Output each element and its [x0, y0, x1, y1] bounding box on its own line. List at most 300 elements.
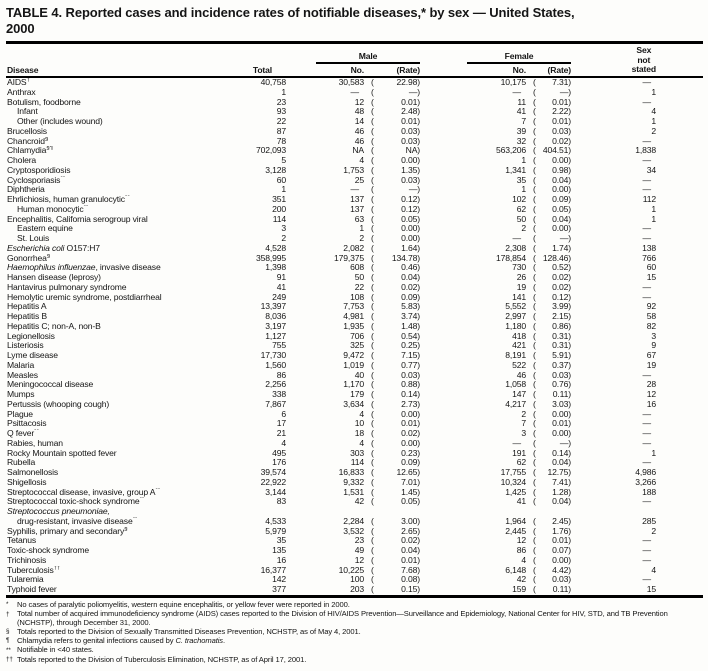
- male-no-cell: 9,472: [343, 350, 364, 360]
- male-no-cell: 48: [354, 106, 364, 117]
- female-no-cell: 19: [516, 281, 526, 292]
- disease-cell: Mumps: [7, 390, 35, 399]
- male-no-cell: 42: [354, 496, 364, 507]
- filler-cell: [656, 390, 703, 400]
- male-rate-cell: ( 0.05): [371, 213, 420, 224]
- female-no-cell: 32: [516, 135, 526, 146]
- sex-not-stated-cell: 2: [651, 125, 656, 136]
- disease-cell: Hepatitis C; non-A, non-B: [7, 321, 101, 331]
- male-rate-cell: ( 0.00): [371, 155, 420, 165]
- filler-cell: [656, 312, 703, 322]
- filler-cell: [656, 98, 703, 108]
- total-cell: 16: [276, 554, 286, 565]
- table-row: [6, 429, 703, 439]
- total-cell: 16,377: [260, 564, 286, 575]
- female-no-cell: 102: [512, 194, 526, 204]
- female-no-cell: 1,425: [505, 486, 526, 497]
- filler-cell: [656, 273, 703, 283]
- filler-cell: [656, 507, 703, 517]
- male-no-cell: 22: [354, 281, 364, 292]
- female-no-cell: 3: [521, 428, 526, 438]
- male-rate-cell: ( 0.12): [371, 194, 420, 204]
- male-no-cell: 63: [354, 213, 364, 224]
- sex-not-stated-cell: 19: [646, 359, 656, 370]
- sex-not-stated-cell: —: [642, 496, 651, 507]
- filler-cell: [656, 468, 703, 478]
- table-row: [6, 400, 703, 410]
- male-no-cell: 1: [359, 223, 364, 234]
- disease-cell: Rocky Mountain spotted fever: [7, 448, 117, 458]
- header-row-groups: [6, 43, 703, 65]
- disease-cell: Anthrax: [7, 87, 36, 97]
- sex-not-stated-cell: —: [642, 418, 651, 429]
- filler-cell: [656, 166, 703, 176]
- female-no-cell: —: [512, 233, 521, 243]
- filler-cell: [656, 341, 703, 351]
- sex-not-stated-cell: —: [642, 96, 651, 107]
- filler-cell: [656, 77, 703, 88]
- female-rate-cell: ( 0.09): [533, 194, 571, 204]
- male-rate-cell: ( 134.78): [371, 252, 420, 263]
- female-no-cell: 6,148: [505, 564, 526, 575]
- disease-cell: Streptococcal toxic-shock syndrome**: [7, 497, 145, 507]
- male-rate-cell: ( 0.01): [371, 554, 420, 565]
- male-rate-cell: ( 1.64): [371, 242, 420, 253]
- footnote: [6, 610, 703, 628]
- filler-cell: [656, 332, 703, 342]
- footnote-text: Totals reported to the Division of Sexually Transmitted Diseases Prevention, NCHSTP, as of May 4, 2001.: [17, 626, 361, 636]
- disease-cell: Chancroid§: [7, 136, 49, 146]
- female-rate-cell: ( 0.03): [533, 125, 571, 136]
- male-no-cell: 12: [354, 554, 364, 565]
- sex-not-stated-cell: —: [642, 408, 651, 419]
- male-no-cell: 325: [350, 340, 364, 351]
- table-row: [6, 146, 703, 156]
- female-no-cell: 62: [516, 203, 526, 214]
- sex-not-stated-cell: —: [642, 554, 651, 565]
- disease-cell: Encephalitis, California serogroup viral: [7, 214, 148, 224]
- filler-cell: [656, 224, 703, 234]
- female-no-cell: 17,755: [500, 467, 526, 477]
- male-rate-cell: ( 0.00): [371, 437, 420, 448]
- footnote-text: Total number of acquired immunodeficiency syndrome (AIDS) cases reported to the Division of HIV/AIDS Prevention—Surveillance and Epidemiology, National Center for HIV, STD, and TB Prevention (NCHSTP), through December 31, 2000.: [17, 609, 668, 627]
- female-group-label: Female: [504, 51, 534, 61]
- male-rate-cell: ( —): [371, 86, 420, 97]
- female-no-cell: —: [512, 86, 521, 97]
- male-rate-cell: ( 0.03): [371, 135, 420, 146]
- male-no-cell: 203: [350, 584, 364, 594]
- header-filler: [656, 43, 703, 78]
- female-no-cell: 159: [512, 584, 526, 594]
- female-rate-cell: ( 0.02): [533, 272, 571, 282]
- female-rate-cell: ( 12.75): [533, 467, 571, 477]
- disease-cell: Trichinosis: [7, 555, 47, 565]
- filler-cell: [656, 283, 703, 293]
- total-cell: 4,533: [265, 515, 286, 526]
- total-cell: 4,528: [265, 242, 286, 253]
- total-cell: 35: [276, 535, 286, 546]
- female-rate-cell: ( 404.51): [533, 145, 571, 156]
- sex-not-stated-cell: —: [642, 291, 651, 302]
- male-rate-cell: ( 7.15): [371, 350, 420, 360]
- female-no-cell: 1,058: [505, 379, 526, 390]
- female-rate-cell: ( 0.03): [533, 369, 571, 380]
- filler-cell: [656, 566, 703, 576]
- female-no-cell: 2,445: [505, 525, 526, 536]
- table-title-line2: 2000: [6, 21, 35, 36]
- sex-not-stated-cell: —: [642, 233, 651, 243]
- footnote-marker: **: [6, 646, 11, 654]
- sex-not-stated-cell: 4,986: [635, 467, 656, 477]
- male-rate-cell: ( 0.04): [371, 545, 420, 555]
- male-group-label: Male: [358, 51, 378, 61]
- male-rate-cell: ( 0.00): [371, 233, 420, 243]
- female-no-cell: 141: [512, 291, 526, 302]
- female-rate-cell: ( 0.00): [533, 428, 571, 438]
- total-cell: 86: [276, 369, 286, 380]
- filler-cell: [656, 293, 703, 303]
- total-cell: 40,758: [260, 77, 286, 87]
- total-cell: 17,730: [260, 350, 286, 360]
- filler-cell: [656, 234, 703, 244]
- total-cell: 351: [272, 194, 286, 204]
- disease-cell: Hansen disease (leprosy): [7, 273, 101, 282]
- total-cell: 7,867: [265, 398, 286, 409]
- female-rate-cell: ( 0.00): [533, 223, 571, 234]
- female-rate-cell: ( 0.04): [533, 174, 571, 185]
- sex-not-stated-cell: —: [642, 369, 651, 380]
- disease-cell: Meningococcal disease: [7, 380, 94, 390]
- female-no-cell: —: [512, 437, 521, 448]
- sex-not-stated-cell: —: [642, 184, 651, 195]
- sex-not-stated-cell: 3: [651, 330, 656, 341]
- male-no-cell: 16,833: [338, 467, 364, 477]
- filler-cell: [656, 361, 703, 371]
- sex-not-stated-cell: 285: [642, 515, 656, 526]
- filler-cell: [656, 88, 703, 98]
- column-header-male-no: No.: [286, 64, 364, 77]
- female-no-cell: 2,997: [505, 311, 526, 321]
- male-rate-cell: ( 0.14): [371, 389, 420, 399]
- sex-not-stated-cell: —: [642, 223, 651, 234]
- footnotes: [6, 598, 703, 665]
- male-no-cell: 46: [354, 125, 364, 136]
- total-cell: 1,398: [265, 262, 286, 273]
- disease-cell: Salmonellosis: [7, 468, 59, 477]
- male-no-cell: 137: [350, 194, 364, 204]
- table-row: [6, 224, 703, 234]
- disease-cell: Shigellosis: [7, 477, 47, 487]
- disease-cell: Escherichia coli O157:H7: [7, 243, 100, 253]
- footnote-marker: ††: [6, 656, 13, 664]
- filler-cell: [656, 263, 703, 273]
- male-no-cell: 50: [354, 272, 364, 282]
- female-no-cell: 147: [512, 389, 526, 399]
- female-no-cell: 178,854: [495, 252, 526, 263]
- filler-cell: [656, 137, 703, 147]
- disease-cell: Legionellosis: [7, 331, 55, 341]
- male-no-cell: 10: [354, 418, 364, 429]
- disease-cell: Lyme disease: [7, 351, 58, 360]
- female-no-cell: 7: [521, 116, 526, 126]
- total-cell: 142: [272, 574, 286, 585]
- female-rate-cell: ( 3.99): [533, 301, 571, 312]
- female-no-cell: 2: [521, 408, 526, 419]
- male-rate-cell: ( 0.02): [371, 428, 420, 438]
- female-rate-cell: ( 4.42): [533, 564, 571, 575]
- disease-cell: Measles: [7, 370, 38, 380]
- sex-not-stated-cell: 92: [646, 301, 656, 312]
- female-no-cell: 50: [516, 213, 526, 224]
- total-cell: 23: [276, 96, 286, 107]
- female-rate-cell: ( 0.12): [533, 291, 571, 302]
- filler-cell: [656, 546, 703, 556]
- female-rate-cell: ( 2.22): [533, 106, 571, 117]
- male-no-cell: 303: [350, 447, 364, 458]
- male-rate-cell: ( 5.83): [371, 301, 420, 312]
- total-cell: 6: [281, 408, 286, 419]
- female-no-cell: 522: [512, 359, 526, 370]
- column-header-sex-not-stated: [571, 43, 656, 78]
- column-group-female: [420, 43, 571, 65]
- female-rate-cell: ( 128.46): [533, 252, 571, 263]
- male-no-cell: NA: [352, 145, 364, 156]
- male-no-cell: 1,019: [343, 359, 364, 370]
- column-header-female-rate: (Rate): [526, 64, 571, 77]
- filler-cell: [656, 117, 703, 127]
- total-cell: 176: [272, 457, 286, 468]
- disease-cell: AIDS†: [7, 77, 30, 87]
- column-header-disease: Disease: [6, 43, 241, 78]
- total-cell: 1: [281, 184, 286, 195]
- male-no-cell: 30,583: [338, 77, 364, 87]
- sex-not-stated-cell: 60: [646, 262, 656, 273]
- total-cell: 2: [281, 233, 286, 243]
- male-no-cell: 12: [354, 96, 364, 107]
- male-no-cell: 114: [350, 457, 364, 468]
- filler-cell: [656, 127, 703, 137]
- female-no-cell: 86: [516, 545, 526, 555]
- male-rate-cell: ( 0.01): [371, 418, 420, 429]
- male-rate-cell: ( 2.48): [371, 106, 420, 117]
- sex-not-stated-cell: 766: [642, 252, 656, 263]
- filler-cell: [656, 410, 703, 420]
- total-cell: 3: [281, 223, 286, 234]
- male-rate-cell: ( —): [371, 184, 420, 195]
- disease-cell: Streptococcus pneumoniae,: [7, 507, 110, 516]
- sex-header-line3: stated: [631, 64, 656, 75]
- female-no-cell: 12: [516, 535, 526, 546]
- male-rate-cell: ( 3.00): [371, 515, 420, 526]
- total-cell: 60: [276, 174, 286, 185]
- sex-not-stated-cell: 2: [651, 525, 656, 536]
- male-rate-cell: ( 0.02): [371, 281, 420, 292]
- total-cell: 93: [276, 106, 286, 117]
- male-rate-cell: ( 12.65): [371, 467, 420, 477]
- total-cell: 1,560: [265, 359, 286, 370]
- total-cell: 495: [272, 447, 286, 458]
- female-rate-cell: ( 0.01): [533, 96, 571, 107]
- male-rate-cell: ( 0.88): [371, 379, 420, 390]
- male-rate-cell: ( NA): [371, 145, 420, 156]
- footnote-marker: †: [6, 610, 10, 618]
- disease-cell: St. Louis: [17, 234, 50, 243]
- sex-not-stated-cell: 1: [651, 213, 656, 224]
- female-rate-cell: ( 0.04): [533, 457, 571, 468]
- female-rate-cell: ( 0.11): [533, 389, 571, 399]
- disease-cell: Diphtheria: [7, 185, 45, 195]
- sex-not-stated-cell: 67: [646, 350, 656, 360]
- table-row: [6, 497, 703, 507]
- total-cell: 17: [276, 418, 286, 429]
- sex-not-stated-cell: 16: [646, 398, 656, 409]
- female-rate-cell: ( 0.37): [533, 359, 571, 370]
- disease-cell: Rubella: [7, 458, 36, 468]
- sex-not-stated-cell: —: [642, 155, 651, 165]
- total-cell: 358,995: [255, 252, 286, 263]
- total-cell: 21: [276, 428, 286, 438]
- filler-cell: [656, 380, 703, 390]
- total-cell: 91: [276, 272, 286, 282]
- male-rate-cell: ( 0.77): [371, 359, 420, 370]
- male-no-cell: 46: [354, 135, 364, 146]
- disease-cell: Chlamydia§¶: [7, 146, 54, 156]
- male-rate-cell: ( 0.00): [371, 408, 420, 419]
- footnote-text: Notifiable in <40 states.: [17, 645, 94, 655]
- male-rate-cell: ( 0.05): [371, 496, 420, 507]
- male-no-cell: 2,082: [343, 242, 364, 253]
- filler-cell: [656, 429, 703, 439]
- male-no-cell: 49: [354, 545, 364, 555]
- filler-cell: [656, 254, 703, 264]
- sex-not-stated-cell: 15: [646, 272, 656, 282]
- female-rate-cell: ( 0.52): [533, 262, 571, 273]
- female-rate-cell: ( 0.02): [533, 135, 571, 146]
- male-rate-cell: ( 7.01): [371, 476, 420, 487]
- male-no-cell: 179: [350, 389, 364, 399]
- total-cell: 4: [281, 437, 286, 448]
- table-title: [6, 5, 703, 37]
- sex-not-stated-cell: 1: [651, 203, 656, 214]
- sex-not-stated-cell: —: [642, 135, 651, 146]
- total-cell: 1: [281, 86, 286, 97]
- female-no-cell: 41: [516, 496, 526, 507]
- female-no-cell: 8,191: [505, 350, 526, 360]
- female-rate-cell: ( 0.14): [533, 447, 571, 458]
- male-rate-cell: ( 1.35): [371, 164, 420, 175]
- male-no-cell: 25: [354, 174, 364, 185]
- male-no-cell: 179,375: [333, 252, 364, 263]
- disease-cell: Tularemia: [7, 575, 44, 585]
- male-rate-cell: ( 0.01): [371, 96, 420, 107]
- female-no-cell: 563,206: [495, 145, 526, 156]
- total-cell: 22,922: [260, 476, 286, 487]
- filler-cell: [656, 107, 703, 117]
- female-no-cell: 421: [512, 340, 526, 351]
- male-no-cell: 14: [354, 116, 364, 126]
- sex-not-stated-cell: —: [642, 281, 651, 292]
- male-rate-cell: ( 2.73): [371, 398, 420, 409]
- male-no-cell: 1,935: [343, 320, 364, 331]
- female-no-cell: 5,552: [505, 301, 526, 312]
- disease-cell: Eastern equine: [17, 224, 73, 234]
- female-rate-cell: ( 0.01): [533, 535, 571, 546]
- sex-not-stated-cell: 34: [646, 164, 656, 175]
- sex-not-stated-cell: 3,266: [635, 476, 656, 487]
- sex-not-stated-cell: 58: [646, 311, 656, 321]
- female-rate-cell: ( 0.00): [533, 554, 571, 565]
- male-no-cell: 3,634: [343, 398, 364, 409]
- sex-not-stated-cell: 188: [642, 486, 656, 497]
- sex-not-stated-cell: 15: [646, 584, 656, 594]
- filler-cell: [656, 156, 703, 166]
- male-no-cell: 2,284: [343, 515, 364, 526]
- column-group-male: [286, 43, 420, 65]
- female-rate-cell: ( —): [533, 233, 571, 243]
- footnote-text: Chlamydia refers to genital infections caused by C. trachomatis.: [17, 635, 226, 645]
- female-no-cell: 730: [512, 262, 526, 273]
- total-cell: 87: [276, 125, 286, 136]
- disease-cell: Hemolytic uremic syndrome, postdiarrheal: [7, 292, 162, 302]
- sex-not-stated-cell: 1: [651, 86, 656, 97]
- female-no-cell: 41: [516, 106, 526, 117]
- female-no-cell: 46: [516, 369, 526, 380]
- male-no-cell: 40: [354, 369, 364, 380]
- sex-not-stated-cell: —: [642, 437, 651, 448]
- filler-cell: [656, 517, 703, 527]
- female-rate-cell: ( 1.74): [533, 242, 571, 253]
- table-row: [6, 585, 703, 596]
- filler-cell: [656, 575, 703, 585]
- male-rate-cell: ( 0.03): [371, 174, 420, 185]
- female-no-cell: 191: [512, 447, 526, 458]
- total-cell: 5: [281, 155, 286, 165]
- male-rate-cell: ( 0.08): [371, 574, 420, 585]
- male-no-cell: 3,532: [343, 525, 364, 536]
- male-no-cell: 9,332: [343, 476, 364, 487]
- filler-cell: [656, 488, 703, 498]
- male-no-cell: 108: [350, 291, 364, 302]
- female-rate-cell: ( 1.28): [533, 486, 571, 497]
- sex-not-stated-cell: 1: [651, 447, 656, 458]
- filler-cell: [656, 585, 703, 596]
- male-rate-cell: ( 0.02): [371, 535, 420, 546]
- disease-cell: Pertussis (whooping cough): [7, 399, 110, 409]
- male-no-cell: 706: [350, 330, 364, 341]
- filler-cell: [656, 556, 703, 566]
- female-rate-cell: ( 0.76): [533, 379, 571, 390]
- female-rate-cell: ( 0.01): [533, 418, 571, 429]
- column-header-male-rate: (Rate): [364, 64, 420, 77]
- footnote-marker: ¶: [6, 637, 10, 645]
- footnote: [6, 656, 703, 665]
- male-rate-cell: ( 1.45): [371, 486, 420, 497]
- female-rate-cell: ( 0.01): [533, 116, 571, 126]
- female-rate-cell: ( 0.00): [533, 408, 571, 419]
- total-cell: 13,397: [260, 301, 286, 312]
- female-rate-cell: ( 0.98): [533, 164, 571, 175]
- female-rate-cell: ( 0.07): [533, 545, 571, 555]
- male-no-cell: 137: [350, 203, 364, 214]
- female-rate-cell: ( 0.03): [533, 574, 571, 585]
- male-no-cell: 4: [359, 437, 364, 448]
- filler-cell: [656, 185, 703, 195]
- total-cell: 2,256: [265, 379, 286, 390]
- table-title-line1: TABLE 4. Reported cases and incidence rates of notifiable diseases,* by sex — United States,: [6, 5, 575, 20]
- disease-cell: drug-resistant, invasive disease**: [17, 516, 138, 526]
- male-rate-cell: ( 0.01): [371, 116, 420, 126]
- total-cell: 338: [272, 389, 286, 399]
